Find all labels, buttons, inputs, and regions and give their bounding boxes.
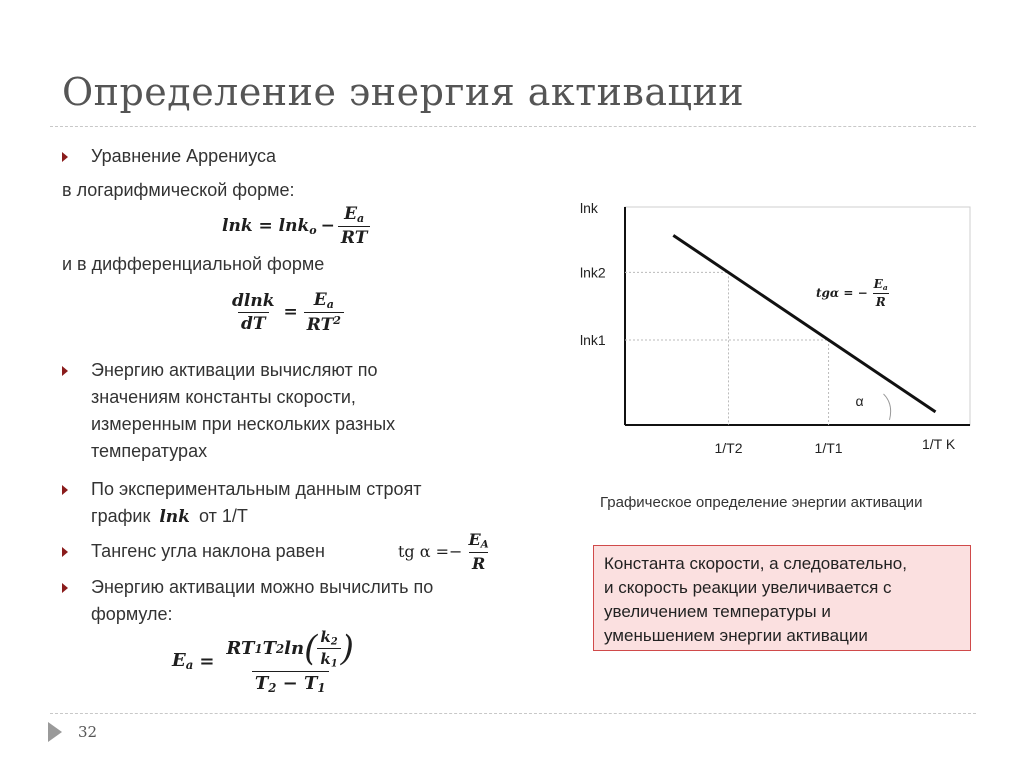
formula-tangent: tg α =− $\frac{E_A}{R}$ <box>398 530 489 573</box>
chart-slope-formula: tgα = − $\frac{E_a}{R}$ <box>816 277 888 309</box>
bullet-activation-energy: Энергию активации вычисляют по значениям константы скорости, измеренным при нескольких разных температурах <box>91 360 396 461</box>
footer-divider <box>50 713 976 714</box>
chart-frame <box>625 207 970 425</box>
diff-form-label: и в дифференциальной форме <box>62 254 325 274</box>
y-tick-lnk1: lnk1 <box>580 331 606 348</box>
title-divider <box>50 126 976 127</box>
bullet-arrow-icon <box>62 366 68 376</box>
log-form-label: в логарифмической форме: <box>62 180 295 200</box>
bullet-tangent: Тангенс угла наклона равен <box>91 541 325 561</box>
arrhenius-line <box>673 235 935 412</box>
x-tick-t2: 1/T2 <box>714 440 743 456</box>
bullet-formula: Энергию активации можно вычислить по формуле: <box>91 577 434 624</box>
page-indicator <box>48 722 97 742</box>
formula-arrhenius-diff: $\frac{dlnk}{dT}$ = $\frac{E_a}{RT^2}$ <box>226 290 347 335</box>
formula-arrhenius-log: lnk = lnk$_o$ − $\frac{E_a}{RT}$ <box>222 204 373 248</box>
y-axis-label: lnk <box>580 200 598 216</box>
bullet-arrow-icon <box>62 583 68 593</box>
bullet-arrow-icon <box>62 547 68 557</box>
bullet-arrow-icon <box>62 485 68 495</box>
arrhenius-chart <box>570 185 980 475</box>
slide-title: Определение энергия активации <box>62 70 745 114</box>
inline-lnk: lnk <box>159 507 190 527</box>
chart-caption: Графическое определение энергии активации <box>600 494 923 511</box>
page-number: 32 <box>78 723 98 741</box>
x-tick-t1: 1/T1 <box>814 440 843 456</box>
angle-label: α <box>855 392 864 409</box>
bullet-arrow-icon <box>62 152 68 162</box>
temperature-note: Константа скорости, а следовательно, и скорость реакции увеличивается с увеличением температуры и уменьшением энергии активации <box>593 545 971 651</box>
slide-nav-arrow-icon[interactable] <box>48 722 62 742</box>
y-tick-lnk2: lnk2 <box>580 264 606 281</box>
x-axis-label: 1/T K <box>922 436 956 452</box>
formula-activation-energy: $E_a$ = RT 1 T 2 ln ( $\frac{k_2}{k_1}$ ) $T_2 - T_1$ <box>172 628 354 695</box>
angle-arc <box>884 394 891 420</box>
bullet-plot: По экспериментальным данным строят график lnk от 1/Т <box>91 479 422 527</box>
bullet-arrhenius: Уравнение Аррениуса <box>91 146 277 166</box>
